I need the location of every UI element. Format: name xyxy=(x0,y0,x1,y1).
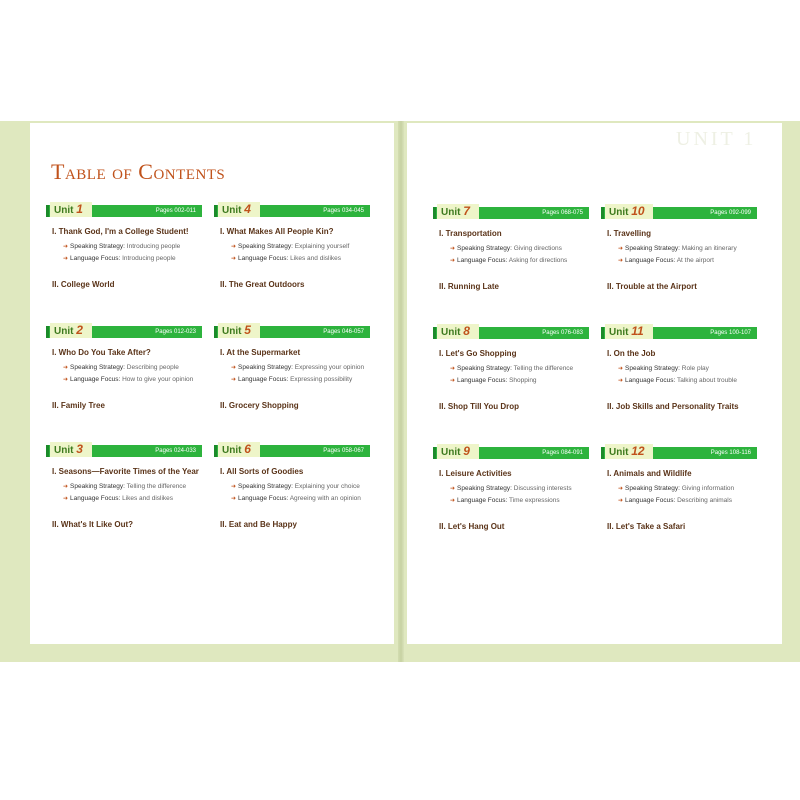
language-focus-line xyxy=(63,255,176,262)
unit-pages: Pages 100-107 xyxy=(710,330,751,336)
arrow-right-icon: ➜ xyxy=(231,377,237,383)
unit-word: Unit xyxy=(222,326,242,337)
language-focus-value: Describing animals xyxy=(677,497,732,504)
language-focus-value: Likes and dislikes xyxy=(290,255,342,262)
unit-label xyxy=(437,324,479,339)
unit-pages: Pages 058-067 xyxy=(323,448,364,454)
speaking-strategy-line xyxy=(231,364,364,371)
unit-block xyxy=(214,442,370,545)
unit-word: Unit xyxy=(222,205,242,216)
unit-pages: Pages 108-116 xyxy=(710,450,751,456)
unit-block xyxy=(433,444,589,547)
language-focus-line xyxy=(618,497,732,504)
speaking-strategy-value: Discussing interests xyxy=(513,485,572,492)
speaking-strategy-value: Role play xyxy=(681,365,709,372)
speaking-strategy-line xyxy=(231,243,349,250)
unit-block xyxy=(46,323,202,426)
unit-pages: Pages 076-083 xyxy=(542,330,583,336)
unit-block xyxy=(601,324,757,427)
unit-label xyxy=(437,444,479,459)
unit-pages: Pages 024-033 xyxy=(155,448,196,454)
unit-label xyxy=(50,442,92,457)
unit-label xyxy=(50,202,92,217)
language-focus-label: Language Focus: xyxy=(238,376,289,383)
language-focus-value: Talking about trouble xyxy=(676,377,737,384)
unit-header-bar xyxy=(433,324,589,339)
lesson-two-title: II. Grocery Shopping xyxy=(220,401,299,410)
lesson-two-title: II. The Great Outdoors xyxy=(220,280,305,289)
speaking-strategy-label: Speaking Strategy: xyxy=(457,245,512,252)
speaking-strategy-value: Expressing your opinion xyxy=(294,364,365,371)
unit-word: Unit xyxy=(54,326,74,337)
speaking-strategy-value: Describing people xyxy=(126,364,179,371)
speaking-strategy-label: Speaking Strategy: xyxy=(238,243,293,250)
unit-pages: Pages 092-099 xyxy=(710,210,751,216)
language-focus-value: Likes and dislikes xyxy=(122,495,174,502)
language-focus-value: Asking for directions xyxy=(508,257,568,264)
unit-block xyxy=(601,204,757,307)
unit-number: 11 xyxy=(631,324,644,338)
language-focus-value: Time expressions xyxy=(508,497,560,504)
speaking-strategy-value: Introducing people xyxy=(126,243,181,250)
language-focus-line xyxy=(450,257,567,264)
unit-block xyxy=(46,202,202,305)
arrow-right-icon: ➜ xyxy=(231,496,237,502)
arrow-right-icon: ➜ xyxy=(618,486,624,492)
unit-header-bar xyxy=(601,204,757,219)
speaking-strategy-label: Speaking Strategy: xyxy=(238,483,293,490)
speaking-strategy-line xyxy=(231,483,360,490)
language-focus-value: At the airport xyxy=(676,257,714,264)
language-focus-line xyxy=(63,495,173,502)
lesson-two-title: II. Let's Hang Out xyxy=(439,522,505,531)
unit-block xyxy=(214,323,370,426)
language-focus-label: Language Focus: xyxy=(70,255,121,262)
arrow-right-icon: ➜ xyxy=(63,377,69,383)
arrow-right-icon: ➜ xyxy=(63,256,69,262)
speaking-strategy-label: Speaking Strategy: xyxy=(70,483,125,490)
lesson-one-title: I. Thank God, I'm a College Student! xyxy=(52,227,189,236)
lesson-one-title: I. Let's Go Shopping xyxy=(439,349,517,358)
unit-number: 12 xyxy=(631,444,645,458)
lesson-two-title: II. Job Skills and Personality Traits xyxy=(607,402,739,411)
speaking-strategy-line xyxy=(450,245,562,252)
unit-header-bar xyxy=(601,444,757,459)
unit-number: 7 xyxy=(463,204,470,218)
speaking-strategy-value: Giving information xyxy=(681,485,735,492)
language-focus-line xyxy=(450,497,560,504)
arrow-right-icon: ➜ xyxy=(618,366,624,372)
speaking-strategy-value: Telling the difference xyxy=(513,365,574,372)
speaking-strategy-line xyxy=(63,364,179,371)
lesson-two-title: II. What's It Like Out? xyxy=(52,520,134,529)
unit-label xyxy=(218,442,260,457)
arrow-right-icon: ➜ xyxy=(231,484,237,490)
arrow-right-icon: ➜ xyxy=(450,246,456,252)
lesson-one-title: I. What Makes All People Kin? xyxy=(220,227,334,236)
unit-block xyxy=(46,442,202,545)
unit-header-bar xyxy=(46,202,202,217)
language-focus-label: Language Focus: xyxy=(70,376,121,383)
unit-pages: Pages 046-057 xyxy=(323,329,364,335)
arrow-right-icon: ➜ xyxy=(618,498,624,504)
unit-label xyxy=(218,323,260,338)
unit-word: Unit xyxy=(441,447,461,458)
arrow-right-icon: ➜ xyxy=(618,378,624,384)
unit-pages: Pages 002-011 xyxy=(155,208,196,214)
lesson-one-title: I. Seasons—Favorite Times of the Year xyxy=(52,467,199,476)
arrow-right-icon: ➜ xyxy=(231,244,237,250)
lesson-two-title: II. Running Late xyxy=(439,282,499,291)
language-focus-line xyxy=(231,376,352,383)
speaking-strategy-line xyxy=(63,243,180,250)
unit-label xyxy=(605,204,653,219)
unit-header-bar xyxy=(46,442,202,457)
unit-block xyxy=(433,324,589,427)
unit-number: 9 xyxy=(463,444,470,458)
unit-label xyxy=(605,444,653,459)
unit-number: 10 xyxy=(631,204,645,218)
unit-pages: Pages 012-023 xyxy=(155,329,196,335)
speaking-strategy-value: Making an itinerary xyxy=(681,245,737,252)
lesson-one-title: I. Who Do You Take After? xyxy=(52,348,151,357)
arrow-right-icon: ➜ xyxy=(450,366,456,372)
unit-word: Unit xyxy=(54,205,74,216)
unit-word: Unit xyxy=(441,207,461,218)
unit-word: Unit xyxy=(609,327,629,338)
unit-number: 5 xyxy=(244,323,251,337)
unit-word: Unit xyxy=(441,327,461,338)
unit-header-bar xyxy=(433,204,589,219)
arrow-right-icon: ➜ xyxy=(231,256,237,262)
language-focus-label: Language Focus: xyxy=(625,497,676,504)
speaking-strategy-line xyxy=(450,485,572,492)
speaking-strategy-label: Speaking Strategy: xyxy=(457,365,512,372)
unit-number: 6 xyxy=(244,442,251,456)
speaking-strategy-line xyxy=(618,365,709,372)
language-focus-line xyxy=(231,255,341,262)
unit-pages: Pages 084-091 xyxy=(542,450,583,456)
speaking-strategy-label: Speaking Strategy: xyxy=(238,364,293,371)
language-focus-label: Language Focus: xyxy=(238,255,289,262)
unit-label xyxy=(218,202,260,217)
unit-header-bar xyxy=(433,444,589,459)
speaking-strategy-value: Explaining yourself xyxy=(294,243,350,250)
unit-word: Unit xyxy=(609,447,629,458)
arrow-right-icon: ➜ xyxy=(63,244,69,250)
unit-word: Unit xyxy=(222,445,242,456)
arrow-right-icon: ➜ xyxy=(618,258,624,264)
arrow-right-icon: ➜ xyxy=(618,246,624,252)
unit-label xyxy=(50,323,92,338)
lesson-one-title: I. Transportation xyxy=(439,229,502,238)
language-focus-label: Language Focus: xyxy=(457,257,508,264)
speaking-strategy-value: Explaining your choice xyxy=(294,483,360,490)
language-focus-value: Introducing people xyxy=(122,255,176,262)
language-focus-label: Language Focus: xyxy=(457,377,508,384)
lesson-two-title: II. Trouble at the Airport xyxy=(607,282,697,291)
arrow-right-icon: ➜ xyxy=(450,378,456,384)
lesson-one-title: I. Travelling xyxy=(607,229,652,238)
unit-number: 1 xyxy=(76,202,83,216)
speaking-strategy-label: Speaking Strategy: xyxy=(70,364,125,371)
unit-header-bar xyxy=(214,323,370,338)
lesson-two-title: II. Eat and Be Happy xyxy=(220,520,297,529)
speaking-strategy-label: Speaking Strategy: xyxy=(457,485,512,492)
arrow-right-icon: ➜ xyxy=(63,365,69,371)
unit-header-bar xyxy=(601,324,757,339)
unit-block xyxy=(214,202,370,305)
lesson-two-title: II. College World xyxy=(52,280,115,289)
unit-label xyxy=(605,324,653,339)
unit-word: Unit xyxy=(54,445,74,456)
lesson-one-title: I. Leisure Activities xyxy=(439,469,512,478)
language-focus-label: Language Focus: xyxy=(70,495,121,502)
language-focus-label: Language Focus: xyxy=(457,497,508,504)
unit-number: 4 xyxy=(244,202,251,216)
language-focus-line xyxy=(63,376,193,383)
speaking-strategy-line xyxy=(63,483,186,490)
unit-pages: Pages 034-045 xyxy=(323,208,364,214)
lesson-two-title: II. Family Tree xyxy=(52,401,105,410)
unit-label xyxy=(437,204,479,219)
arrow-right-icon: ➜ xyxy=(231,365,237,371)
language-focus-label: Language Focus: xyxy=(625,377,676,384)
speaking-strategy-line xyxy=(618,485,734,492)
lesson-one-title: I. All Sorts of Goodies xyxy=(220,467,304,476)
language-focus-value: How to give your opinion xyxy=(122,376,194,383)
language-focus-line xyxy=(618,257,714,264)
speaking-strategy-value: Giving directions xyxy=(513,245,562,252)
lesson-one-title: I. Animals and Wildlife xyxy=(607,469,692,478)
unit-pages: Pages 068-075 xyxy=(542,210,583,216)
arrow-right-icon: ➜ xyxy=(450,498,456,504)
language-focus-line xyxy=(618,377,737,384)
speaking-strategy-label: Speaking Strategy: xyxy=(625,365,680,372)
language-focus-line xyxy=(231,495,361,502)
speaking-strategy-label: Speaking Strategy: xyxy=(625,485,680,492)
arrow-right-icon: ➜ xyxy=(450,486,456,492)
arrow-right-icon: ➜ xyxy=(63,484,69,490)
language-focus-value: Shopping xyxy=(509,377,537,384)
speaking-strategy-label: Speaking Strategy: xyxy=(70,243,125,250)
lesson-two-title: II. Shop Till You Drop xyxy=(439,402,519,411)
unit-number: 3 xyxy=(76,442,83,456)
unit-header-bar xyxy=(214,442,370,457)
unit-block xyxy=(433,204,589,307)
unit-header-bar xyxy=(214,202,370,217)
lesson-two-title: II. Let's Take a Safari xyxy=(607,522,686,531)
speaking-strategy-line xyxy=(618,245,737,252)
speaking-strategy-value: Telling the difference xyxy=(126,483,187,490)
language-focus-value: Expressing possibility xyxy=(290,376,353,383)
page-title: Table of Contents xyxy=(51,159,226,184)
unit-number: 8 xyxy=(463,324,470,338)
language-focus-label: Language Focus: xyxy=(238,495,289,502)
arrow-right-icon: ➜ xyxy=(450,258,456,264)
speaking-strategy-line xyxy=(450,365,573,372)
language-focus-value: Agreeing with an opinion xyxy=(289,495,361,502)
watermark: UNIT 1 xyxy=(676,128,757,148)
book-spine xyxy=(398,121,404,662)
speaking-strategy-label: Speaking Strategy: xyxy=(625,245,680,252)
unit-word: Unit xyxy=(609,207,629,218)
arrow-right-icon: ➜ xyxy=(63,496,69,502)
lesson-one-title: I. On the Job xyxy=(607,349,656,358)
lesson-one-title: I. At the Supermarket xyxy=(220,348,301,357)
unit-block xyxy=(601,444,757,547)
unit-number: 2 xyxy=(76,323,83,337)
language-focus-label: Language Focus: xyxy=(625,257,676,264)
unit-header-bar xyxy=(46,323,202,338)
language-focus-line xyxy=(450,377,537,384)
